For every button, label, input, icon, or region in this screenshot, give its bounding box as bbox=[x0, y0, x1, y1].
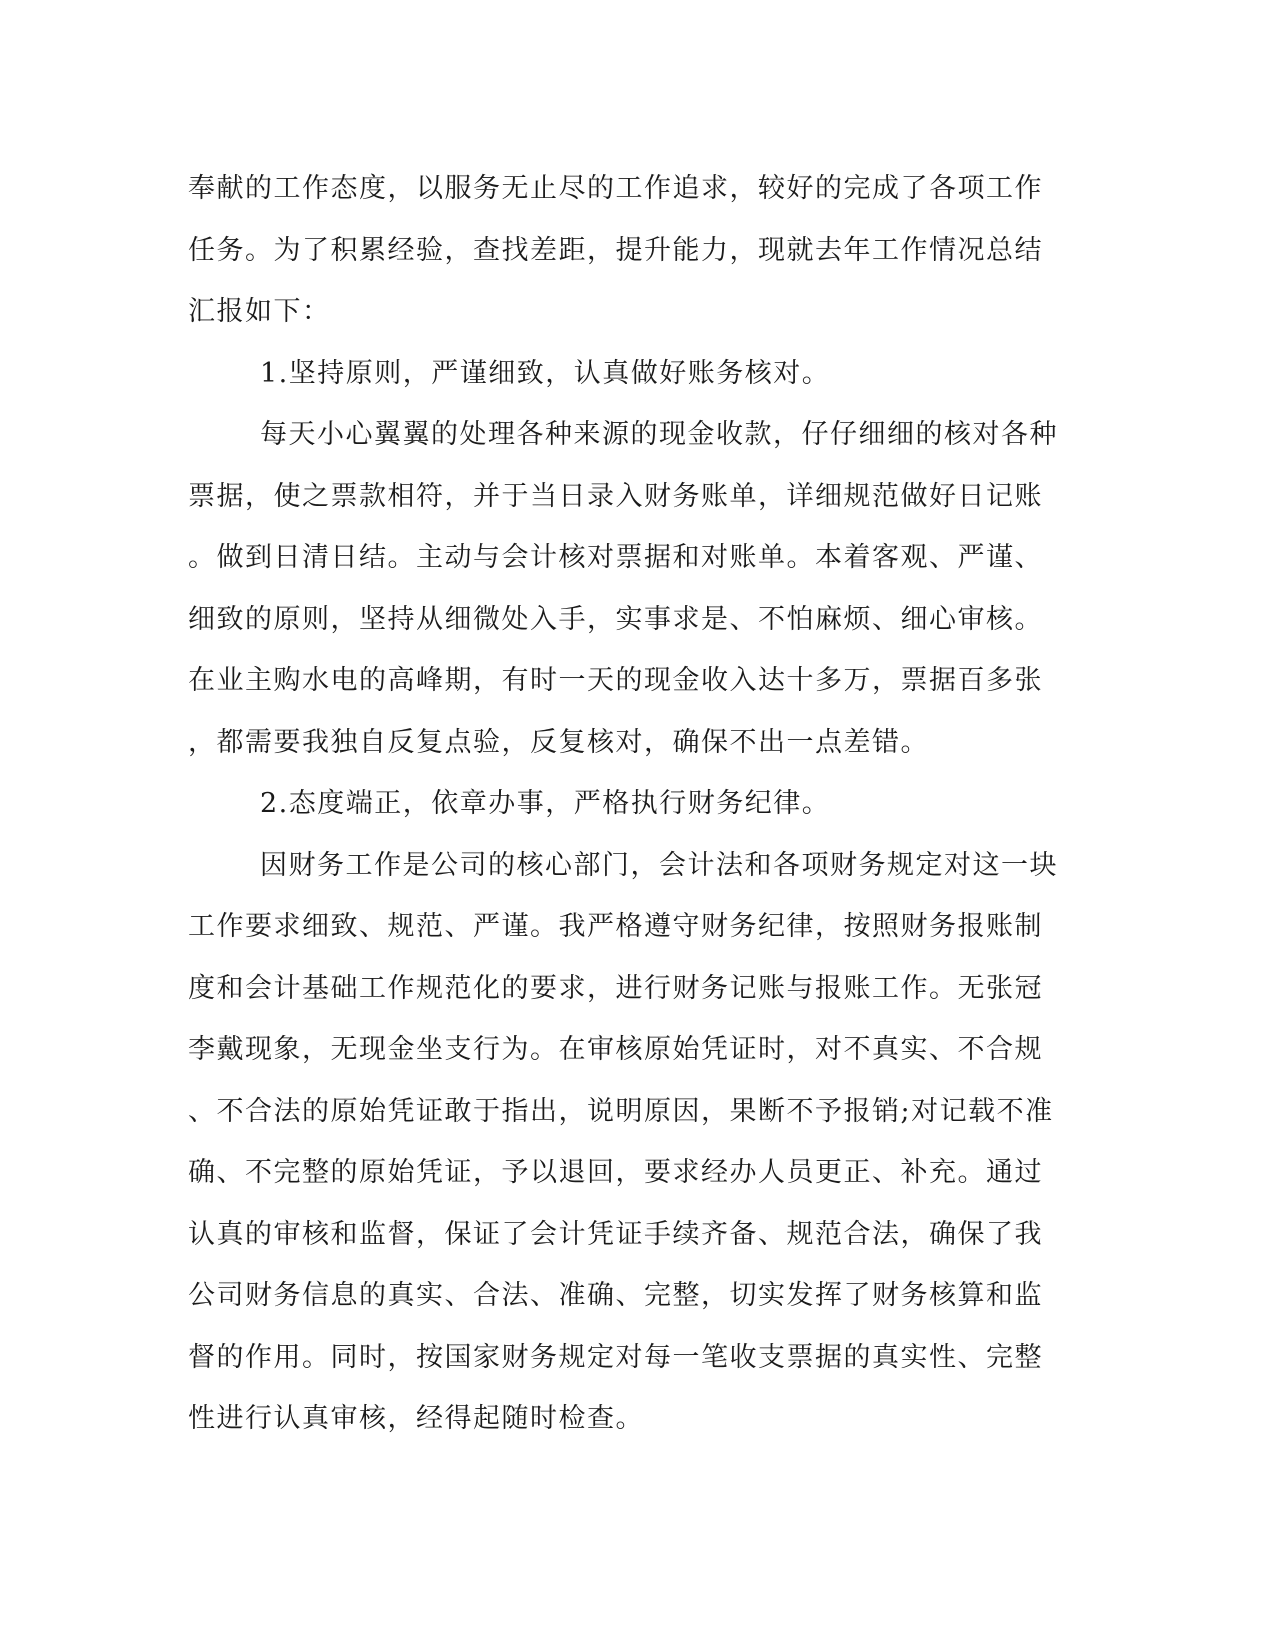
text-line: 督的作用。同时，按国家财务规定对每一笔收支票据的真实性、完整 bbox=[188, 1341, 1043, 1373]
text-line: 、不合法的原始凭证敢于指出，说明原因，果断不予报销;对记载不准 bbox=[188, 1095, 1054, 1127]
text-line: 工作要求细致、规范、严谨。我严格遵守财务纪律，按照财务报账制 bbox=[188, 911, 1043, 942]
text-line: 在业主购水电的高峰期，有时一天的现金收入达十多万，票据百多张 bbox=[188, 665, 1043, 696]
text-line: 任务。为了积累经验，查找差距，提升能力，现就去年工作情况总结 bbox=[188, 234, 1043, 266]
section-heading: 2.态度端正，依章办事，严格执行财务纪律。 bbox=[260, 788, 831, 819]
text-line: 细致的原则，坚持从细微处入手，实事求是、不怕麻烦、细心审核。 bbox=[188, 603, 1043, 635]
text-line: 确、不完整的原始凭证，予以退回，要求经办人员更正、补充。通过 bbox=[188, 1157, 1043, 1188]
text-line: 汇报如下： bbox=[188, 296, 331, 327]
text-line: 认真的审核和监督，保证了会计凭证手续齐备、规范合法，确保了我 bbox=[188, 1218, 1043, 1250]
text-line: 性进行认真审核，经得起随时检查。 bbox=[188, 1403, 644, 1434]
section-heading: 1.坚持原则，严谨细致，认真做好账务核对。 bbox=[260, 357, 831, 389]
text-line: 票据，使之票款相符，并于当日录入财务账单，详细规范做好日记账 bbox=[188, 480, 1043, 512]
text-line: 奉献的工作态度，以服务无止尽的工作追求，较好的完成了各项工作 bbox=[188, 173, 1043, 204]
text-line: 度和会计基础工作规范化的要求，进行财务记账与报账工作。无张冠 bbox=[188, 972, 1043, 1004]
text-line: 每天小心翼翼的处理各种来源的现金收款，仔仔细细的核对各种 bbox=[260, 419, 1058, 450]
text-line: 公司财务信息的真实、合法、准确、完整，切实发挥了财务核算和监 bbox=[188, 1280, 1043, 1311]
text-line: 因财务工作是公司的核心部门，会计法和各项财务规定对这一块 bbox=[260, 849, 1058, 881]
text-line: 。做到日清日结。主动与会计核对票据和对账单。本着客观、严谨、 bbox=[188, 542, 1043, 573]
document-body bbox=[188, 158, 1068, 1450]
text-line: ，都需要我独自反复点验，反复核对，确保不出一点差错。 bbox=[188, 726, 929, 758]
text-line: 李戴现象，无现金坐支行为。在审核原始凭证时，对不真实、不合规 bbox=[188, 1034, 1043, 1065]
